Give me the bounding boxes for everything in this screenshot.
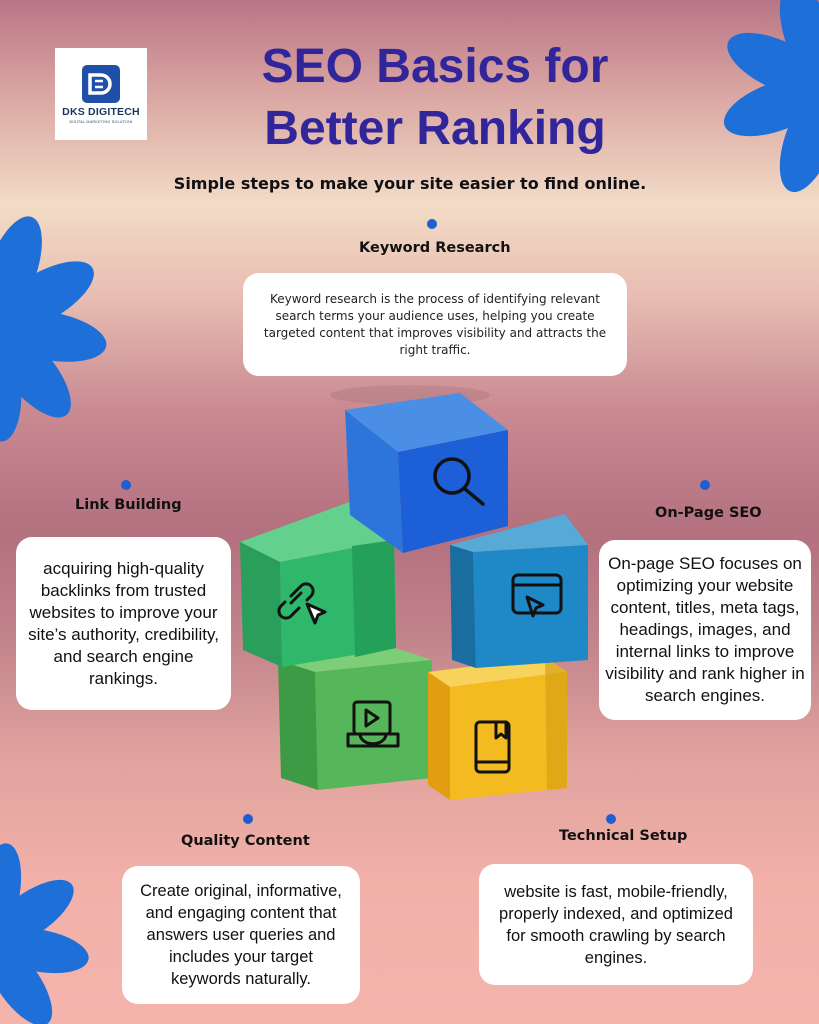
technical-setup-heading: Technical Setup bbox=[559, 828, 688, 844]
quality-content-heading: Quality Content bbox=[181, 833, 310, 849]
brand-name: DKS DIGITECH bbox=[62, 106, 140, 118]
on-page-seo-cube bbox=[450, 514, 588, 668]
link-building-text: acquiring high-quality backlinks from trusted websites to improve your site’s authority, credibility, and search engine rankings. bbox=[28, 558, 219, 688]
on-page-seo-heading: On-Page SEO bbox=[655, 505, 762, 521]
keyword-research-heading: Keyword Research bbox=[359, 240, 511, 256]
on-page-seo-text: On-page SEO focuses on optimizing your website content, titles, meta tags, headings, images, and internal links to improve visibility and rank higher in search engines. bbox=[605, 554, 805, 705]
page-title-line-2: Better Ranking bbox=[264, 102, 606, 155]
keyword-research-text: Keyword research is the process of identifying relevant search terms your audience uses, helping you create targeted content that improves visibility and attracts the right traffic. bbox=[263, 291, 607, 357]
page-title-line-1: SEO Basics for bbox=[261, 40, 609, 93]
quality-content-text: Create original, informative, and engaging content that answers user queries and includes your target keywords naturally. bbox=[140, 882, 342, 988]
page-subtitle: Simple steps to make your site easier to find online. bbox=[173, 174, 647, 193]
brand-tagline: DIGITAL MARKETING SOLUTION bbox=[69, 120, 133, 124]
link-building-heading: Link Building bbox=[75, 497, 182, 513]
technical-setup-text: website is fast, mobile-friendly, properly indexed, and optimized for smooth crawling by search engines. bbox=[499, 882, 733, 967]
